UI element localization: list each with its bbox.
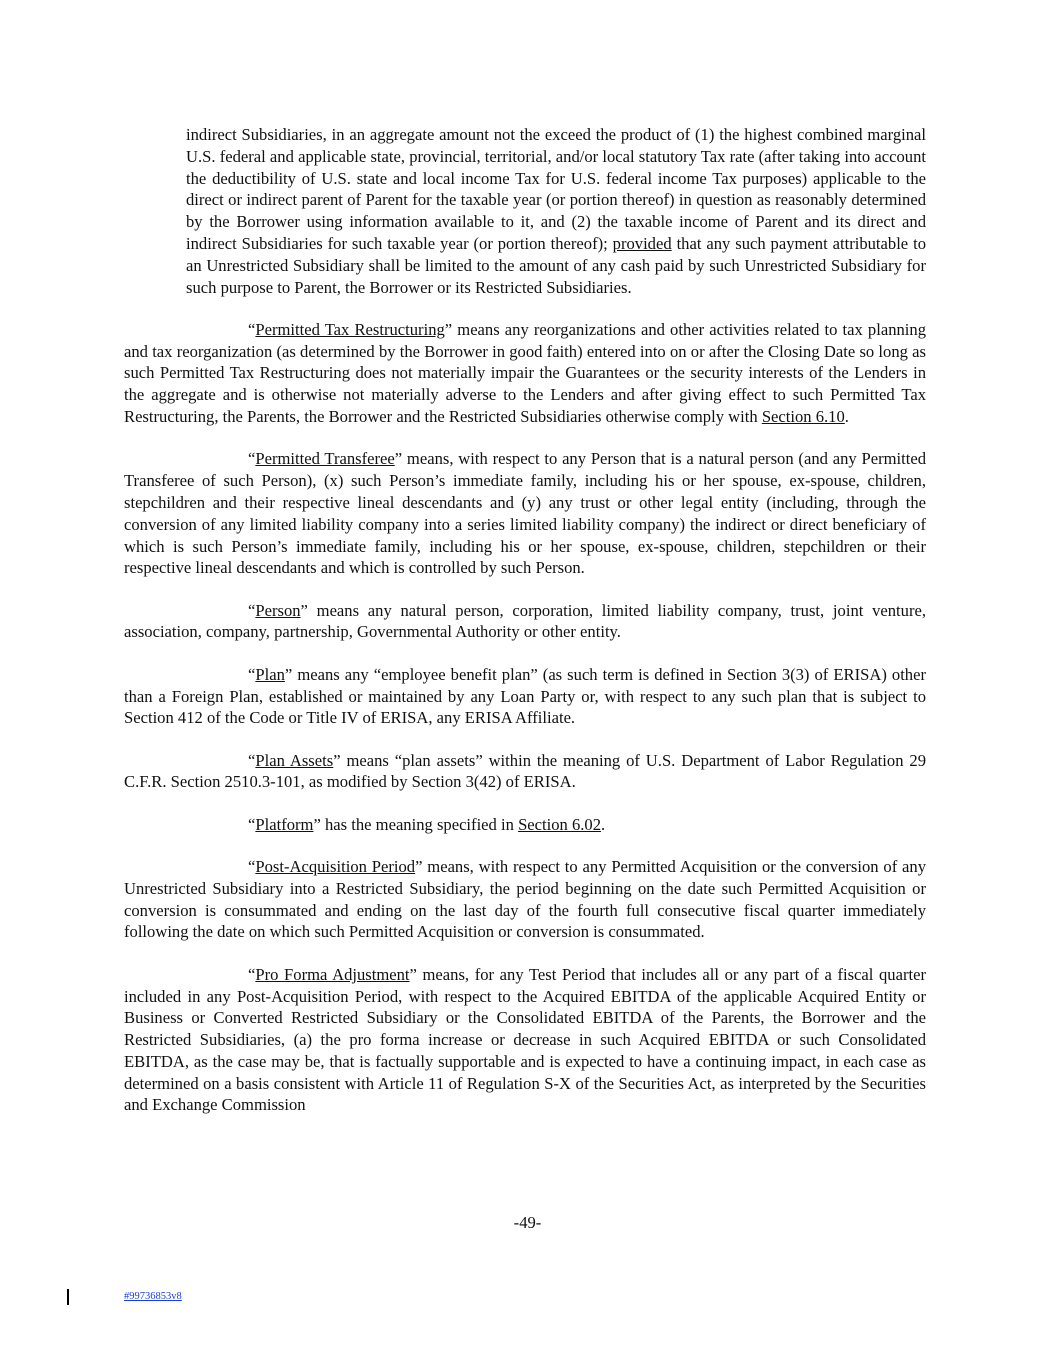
open-quote: “ [248, 814, 256, 834]
definition-pro-forma-adjustment [124, 964, 926, 1117]
open-quote: “ [248, 319, 256, 339]
page-number: -49- [513, 1213, 542, 1232]
defined-term: Permitted Tax Restructuring [255, 319, 445, 339]
defined-term: Post-Acquisition Period [255, 857, 416, 877]
close-quote: ” [284, 664, 293, 684]
definition-permitted-transferee [124, 448, 926, 579]
definition-plan-assets [124, 750, 926, 794]
definition-text: means any “employee benefit plan” (as such term is defined in Section 3(3) of ERISA) other than a Foreign Plan, established or maintained by any Loan Party or, with respect to any such plan that is subject to Section 412 of the Code or Title IV of ERISA, any ERISA Affiliate. [124, 664, 926, 728]
open-quote: “ [248, 600, 256, 620]
definition-text: means any reorganizations and other activities related to tax planning and tax reorganization (as determined by the Borrower in good faith) entered into on or after the Closing Date so long as such Permitted Tax Restructuring does not materially impair the Guarantees or the security interests of the Lenders in the aggregate and is otherwise not materially adverse to the Lenders and after giving effect to such Permitted Tax Restructuring, the Parents, the Borrower and the Restricted Subsidiaries otherwise comply with [124, 319, 926, 427]
definition-text: means any natural person, corporation, limited liability company, trust, joint venture, association, company, partnership, Governmental Authority or other entity. [124, 600, 926, 642]
defined-term: Plan [255, 664, 285, 684]
definition-permitted-tax-restructuring [124, 319, 926, 428]
definition-platform [124, 814, 926, 836]
revision-bar [67, 1289, 69, 1305]
close-quote: ” [409, 964, 417, 984]
section-reference: Section 6.02 [518, 814, 602, 834]
definition-end: . [601, 814, 606, 834]
defined-term: Platform [255, 814, 314, 834]
definition-text: means, with respect to any Permitted Acquisition or the conversion of any Unrestricted Subsidiary into a Restricted Subsidiary, the period beginning on the date such Permitted Acquisition or conversion is consummated and ending on the last day of the fourth full consecutive fiscal quarter immediately following the date on which such Permitted Acquisition or conversion is consummated. [124, 857, 927, 942]
definition-text: means, with respect to any Person that is a natural person (and any Permitted Transferee of such Person), (x) such Person’s immediate family, including his or her spouse, ex-spouse, children, stepchildren and their respective lineal descendants and (y) any trust or other legal entity (including, through the conversion of any limited liability company into a series limited liability company) the indirect or direct beneficiary of which is such Person’s immediate family, including his or her spouse, ex-spouse, children, stepchildren or their respective lineal descendants and which is controlled by such Person. [124, 449, 926, 578]
close-quote: ” [394, 449, 403, 469]
definition-plan [124, 664, 926, 729]
open-quote: “ [248, 857, 256, 877]
definition-end: . [844, 407, 849, 427]
close-quote: ” [333, 750, 341, 770]
definition-text: has the meaning specified in [320, 814, 519, 834]
continuation-paragraph [186, 124, 926, 298]
open-quote: “ [248, 964, 256, 984]
continuation-text-end: that any such payment attributable to an Unrestricted Subsidiary shall be limited to the amount of any cash paid by such Unrestricted Subsidiary for such purpose to Parent, the Borrower or its Restricted Subsidiaries. [186, 233, 926, 297]
document-id-link[interactable]: #99736853v8 [124, 1291, 182, 1302]
open-quote: “ [248, 750, 256, 770]
defined-term: Plan Assets [255, 750, 334, 770]
definition-text: means “plan assets” within the meaning of U.S. Department of Labor Regulation 29 C.F.R. Section 2510.3-101, as modified by Section 3(42) of ERISA. [124, 750, 926, 792]
provided-term: provided [612, 233, 672, 253]
defined-term: Permitted Transferee [255, 449, 395, 469]
section-reference: Section 6.10 [761, 407, 845, 427]
defined-term: Person [255, 600, 301, 620]
close-quote: ” [313, 814, 321, 834]
close-quote: ” [444, 319, 453, 339]
open-quote: “ [248, 664, 256, 684]
definition-text: means, for any Test Period that includes all or any part of a fiscal quarter included in any Post-Acquisition Period, with respect to the Acquired EBITDA of the applicable Acquired Entity or Business or Converted Restricted Subsidiary or the Consolidated EBITDA of the Parents, the Borrower and the Restricted Subsidiaries, (a) the pro forma increase or decrease in such Acquired EBITDA or such Consolidated EBITDA, as the case may be, that is factually supportable and is expected to have a continuing impact, in each case as determined on a basis consistent with Article 11 of Regulation S-X of the Securities Act, as interpreted by the Securities and Exchange Commission [124, 964, 926, 1115]
close-quote: ” [415, 857, 423, 877]
open-quote: “ [248, 449, 256, 469]
defined-term: Pro Forma Adjustment [255, 964, 410, 984]
close-quote: ” [300, 600, 308, 620]
document-body [124, 124, 926, 1116]
definition-person [124, 600, 926, 644]
continuation-text: indirect Subsidiaries, in an aggregate amount not the exceed the product of (1) the highest combined marginal U.S. federal and applicable state, provincial, territorial, and/or local statutory Tax rate (after taking into account the deductibility of U.S. state and local income Tax for U.S. federal income Tax purposes) applicable to the direct or indirect parent of Parent for the taxable year (or portion thereof) in question as reasonably determined by the Borrower using information available to it, and (2) the taxable income of Parent and its direct and indirect Subsidiaries for such taxable year (or portion thereof); [186, 125, 926, 253]
definition-post-acquisition-period [124, 856, 926, 943]
